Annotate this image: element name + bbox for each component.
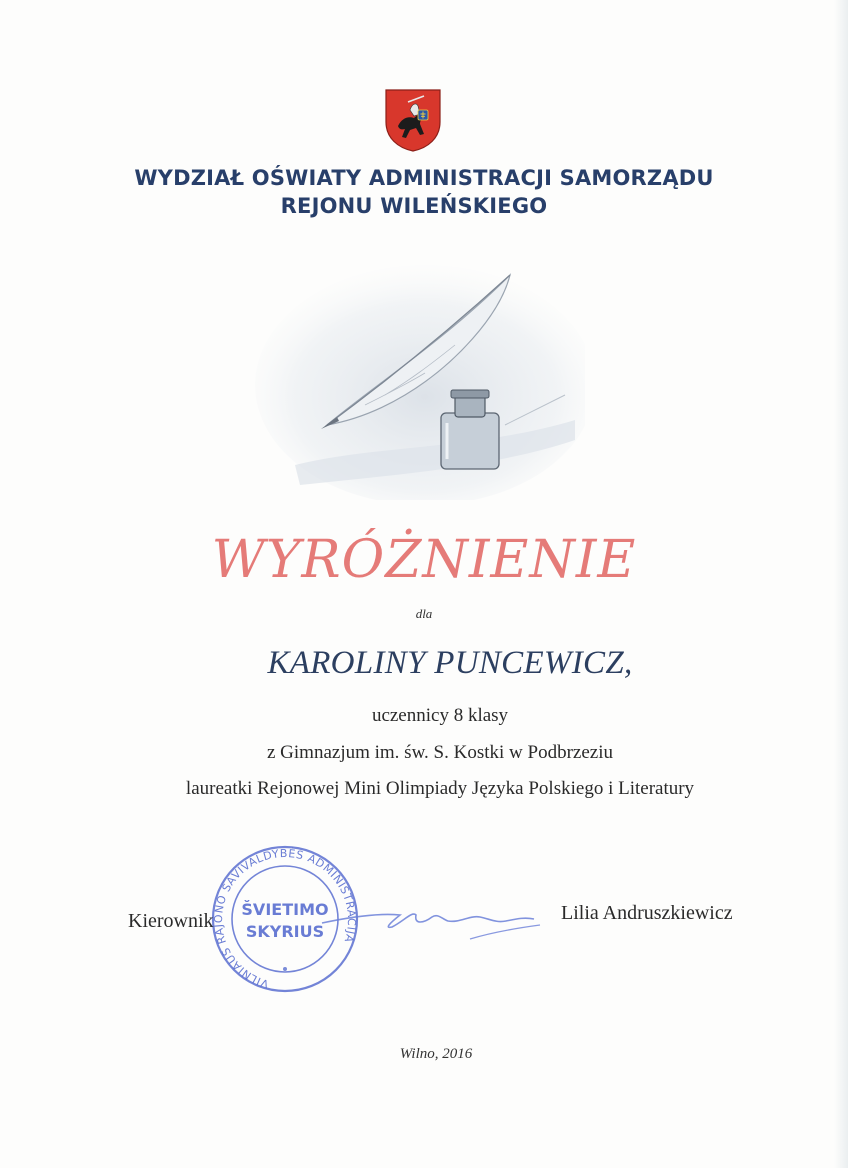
signatory-name: Lilia Andruszkiewicz <box>561 902 733 924</box>
signatory-role: Kierownik <box>128 910 214 932</box>
award-title: WYRÓŻNIENIE <box>211 530 637 590</box>
issuer-heading-line1: WYDZIAŁ OŚWIATY ADMINISTRACJI SAMORZĄDU <box>134 166 714 190</box>
handwritten-signature <box>320 893 555 953</box>
recipient-name: KAROLINY PUNCEWICZ, <box>267 645 633 681</box>
issuer-heading-line2: REJONU WILEŃSKIEGO <box>280 194 548 218</box>
detail-school: z Gimnazjum im. św. S. Kostki w Podbrzeziu <box>266 742 613 763</box>
for-label: dla <box>415 606 433 621</box>
place-and-date: Wilno, 2016 <box>399 1046 473 1062</box>
stamp-center-line2: SKYRIUS <box>245 922 325 941</box>
detail-class: uczennicy 8 klasy <box>371 705 509 726</box>
coat-of-arms-icon <box>384 88 442 152</box>
quill-and-inkwell-illustration <box>255 245 585 500</box>
stamp-center-line1: ŠVIETIMO <box>241 900 329 919</box>
detail-achievement: laureatki Rejonowej Mini Olimpiady Języka Polskiego i Literatury <box>185 778 695 799</box>
stamp-ring-text: VILNIAUS RAJONO SAVIVALDYBĖS ADMINISTRACIJA <box>211 846 359 991</box>
